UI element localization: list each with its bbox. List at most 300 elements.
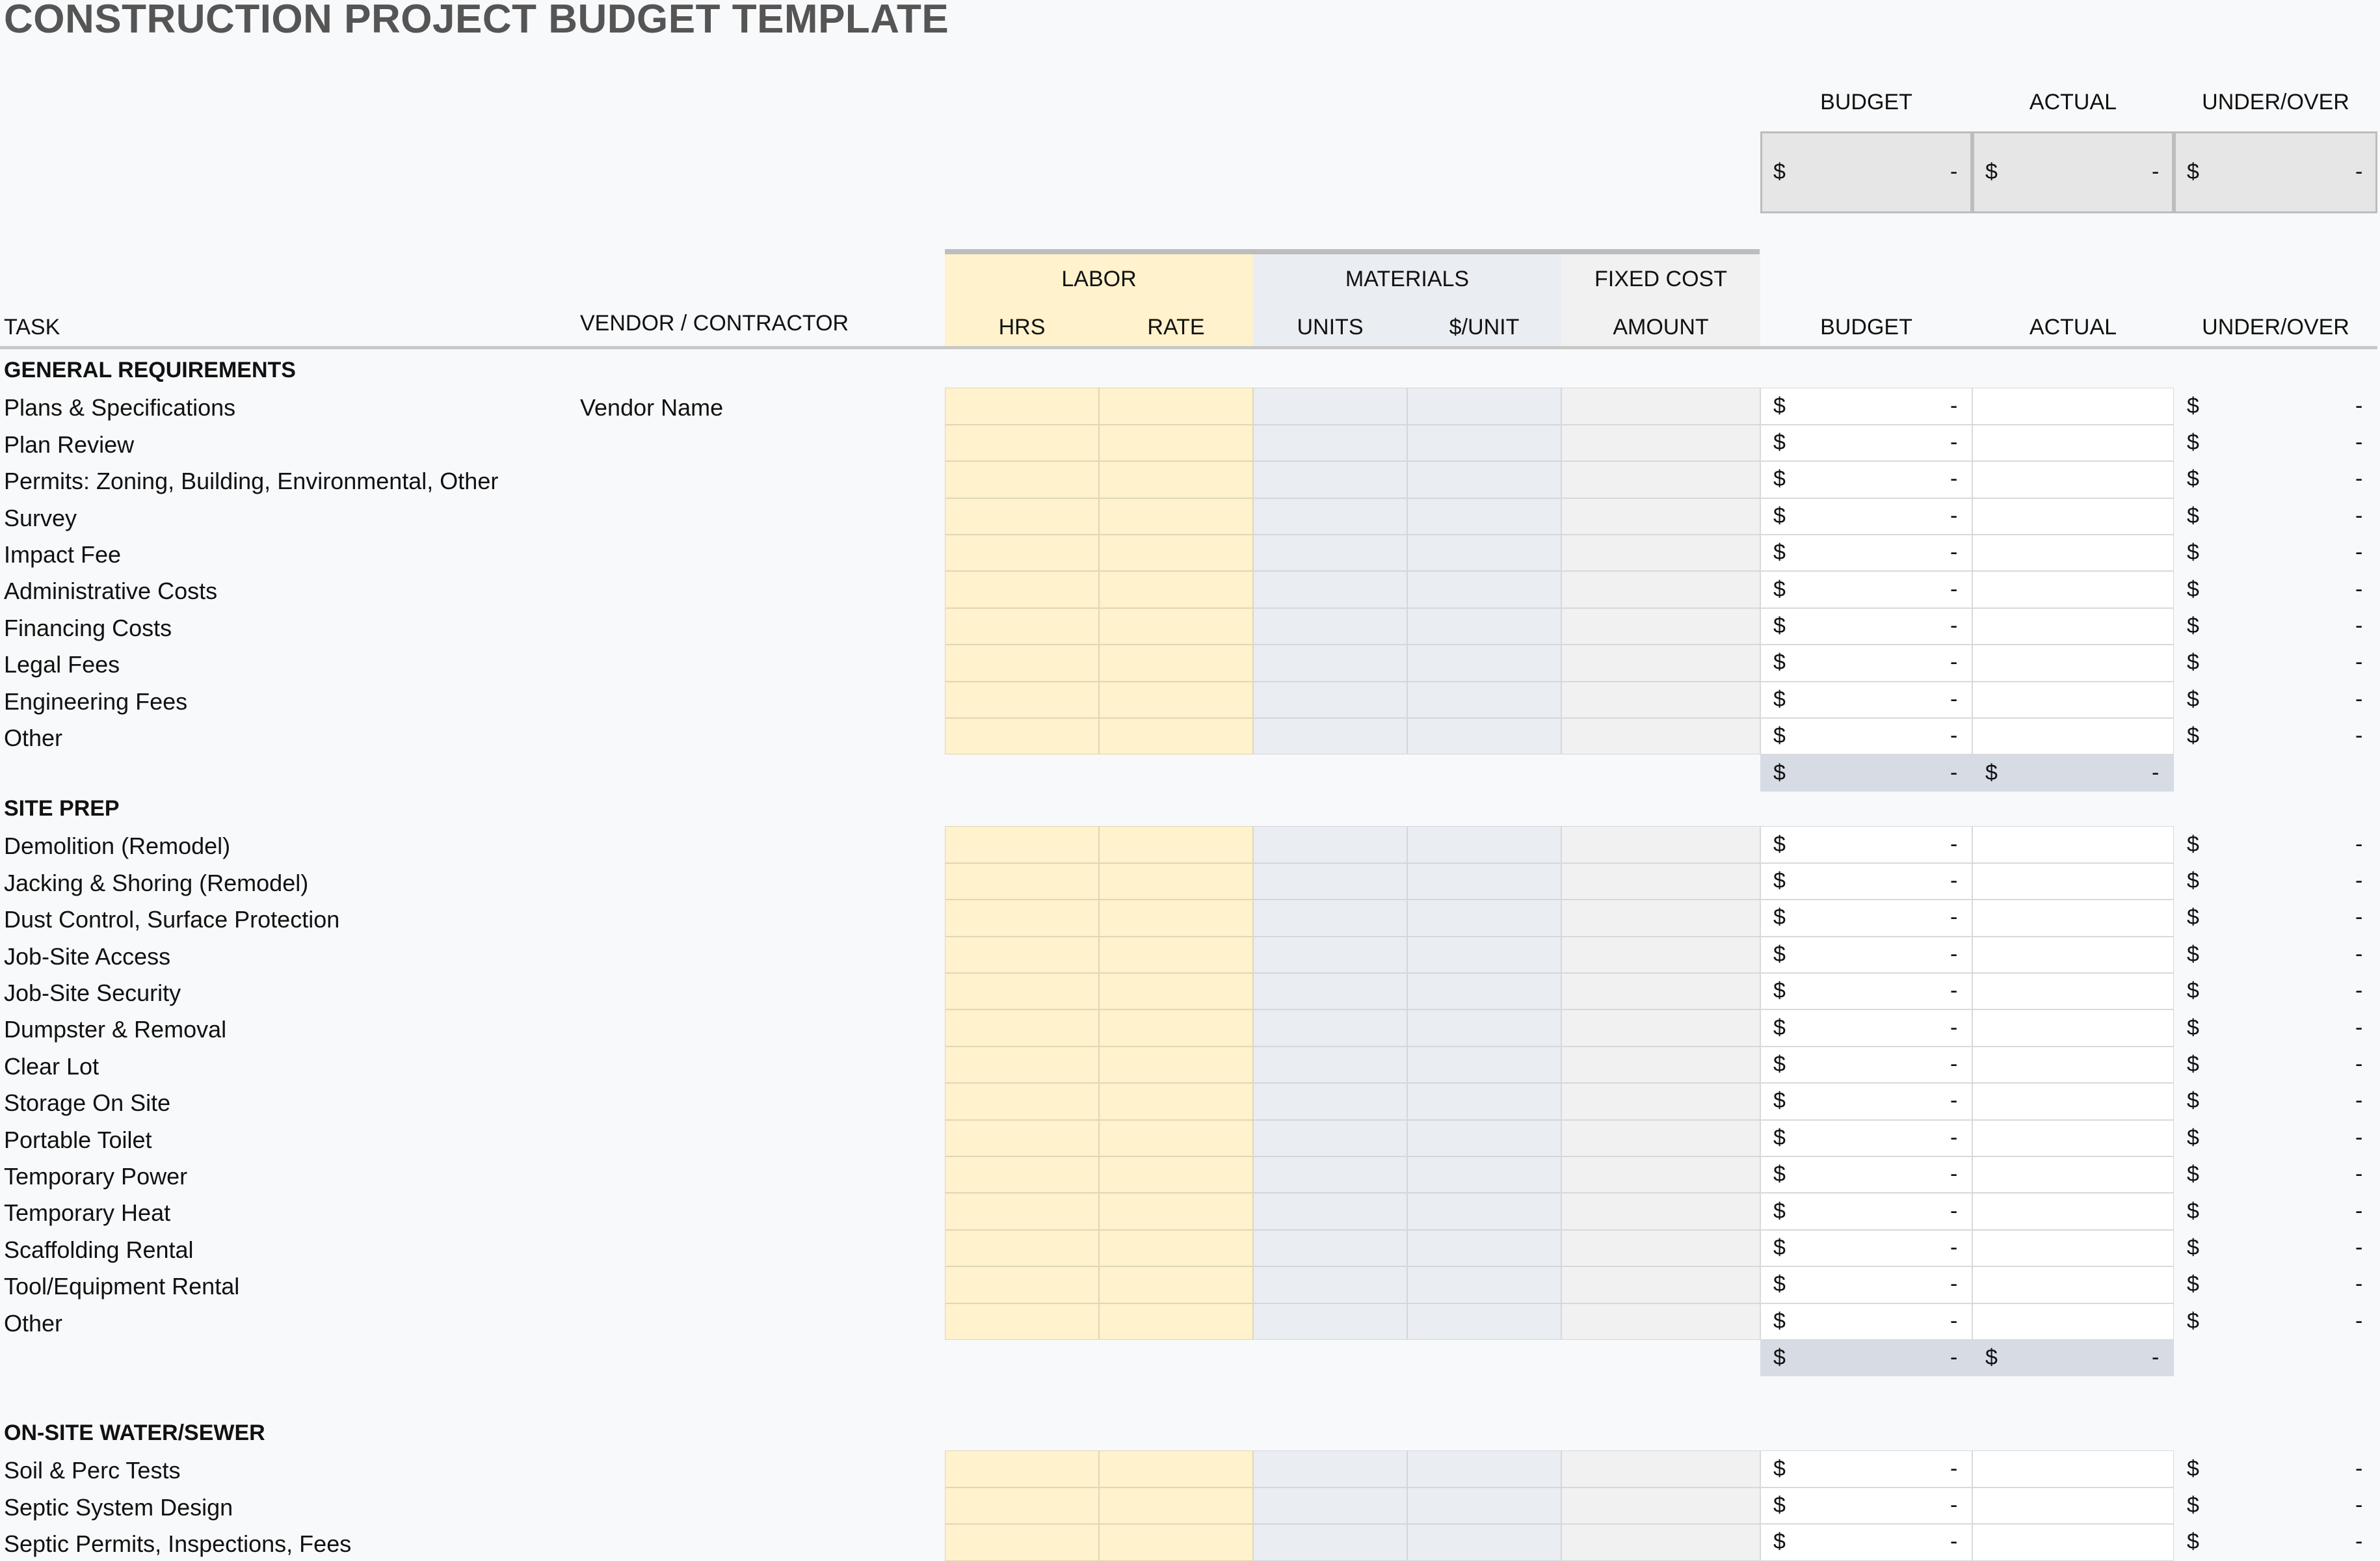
row-under-over-currency: $ xyxy=(2187,1015,2199,1040)
row-under-over-currency: $ xyxy=(2187,1052,2199,1076)
actual-cell[interactable] xyxy=(1972,1047,2174,1083)
units-cell[interactable] xyxy=(1253,1303,1407,1340)
row-budget-value: - xyxy=(1950,613,1958,638)
rate-cell[interactable] xyxy=(1099,718,1253,754)
summary-budget-header: BUDGET xyxy=(1820,90,1912,114)
task-label: Other xyxy=(4,725,63,751)
hrs-cell[interactable] xyxy=(945,1266,1099,1303)
amount-cell[interactable] xyxy=(1561,645,1760,681)
hrs-cell[interactable] xyxy=(945,645,1099,681)
amount-cell[interactable] xyxy=(1561,498,1760,535)
task-label: Dumpster & Removal xyxy=(4,1016,227,1043)
row-budget-value: - xyxy=(1950,1015,1958,1040)
per-unit-cell[interactable] xyxy=(1407,1450,1561,1487)
units-cell[interactable] xyxy=(1253,1047,1407,1083)
task-label: Scaffolding Rental xyxy=(4,1236,194,1263)
budget-cell[interactable] xyxy=(1760,571,1972,607)
budget-cell[interactable] xyxy=(1760,1156,1972,1193)
rate-cell[interactable] xyxy=(1099,973,1253,1009)
actual-cell[interactable] xyxy=(1972,1488,2174,1524)
row-under-over-value: - xyxy=(2355,1272,2363,1297)
amount-cell[interactable] xyxy=(1561,1083,1760,1119)
per-unit-cell[interactable] xyxy=(1407,826,1561,862)
row-budget-value: - xyxy=(1950,393,1958,418)
row-budget-value: - xyxy=(1950,1272,1958,1297)
units-cell[interactable] xyxy=(1253,900,1407,936)
row-under-over-currency: $ xyxy=(2187,1456,2199,1481)
budget-cell[interactable] xyxy=(1760,826,1972,862)
row-under-over-value: - xyxy=(2355,1493,2363,1517)
row-budget-currency: $ xyxy=(1773,905,1786,930)
units-cell[interactable] xyxy=(1253,1156,1407,1193)
budget-cell[interactable] xyxy=(1760,498,1972,535)
section-header: ON-SITE WATER/SEWER xyxy=(4,1421,265,1445)
amount-cell[interactable] xyxy=(1561,1230,1760,1266)
task-label: Soil & Perc Tests xyxy=(4,1457,181,1484)
actual-cell[interactable] xyxy=(1972,645,2174,681)
units-cell[interactable] xyxy=(1253,461,1407,498)
task-label: Administrative Costs xyxy=(4,578,218,605)
subtotal-actual-currency: $ xyxy=(1985,760,1998,785)
row-under-over-value: - xyxy=(2355,503,2363,528)
per-unit-cell[interactable] xyxy=(1407,608,1561,645)
units-cell[interactable] xyxy=(1253,535,1407,571)
row-budget-currency: $ xyxy=(1773,1015,1786,1040)
row-budget-currency: $ xyxy=(1773,503,1786,528)
hrs-header: HRS xyxy=(998,315,1046,340)
amount-cell[interactable] xyxy=(1561,1524,1760,1560)
row-budget-currency: $ xyxy=(1773,723,1786,749)
per-unit-cell[interactable] xyxy=(1407,461,1561,498)
amount-cell[interactable] xyxy=(1561,425,1760,461)
actual-cell[interactable] xyxy=(1972,900,2174,936)
section-header: SITE PREP xyxy=(4,796,120,821)
actual-cell[interactable] xyxy=(1972,682,2174,718)
actual-cell[interactable] xyxy=(1972,1193,2174,1229)
budget-cell[interactable] xyxy=(1760,1450,1972,1487)
per-unit-cell[interactable] xyxy=(1407,1120,1561,1156)
units-cell[interactable] xyxy=(1253,1450,1407,1487)
budget-cell[interactable] xyxy=(1760,682,1972,718)
hrs-cell[interactable] xyxy=(945,826,1099,862)
units-cell[interactable] xyxy=(1253,1488,1407,1524)
row-under-over-currency: $ xyxy=(2187,1529,2199,1554)
row-under-over-currency: $ xyxy=(2187,723,2199,749)
hrs-cell[interactable] xyxy=(945,388,1099,424)
row-under-over-value: - xyxy=(2355,650,2363,675)
per-unit-header: $/UNIT xyxy=(1449,315,1520,340)
row-under-over-value: - xyxy=(2355,941,2363,967)
hrs-cell[interactable] xyxy=(945,608,1099,645)
task-label: Plan Review xyxy=(4,431,135,458)
actual-header: ACTUAL xyxy=(2029,315,2117,340)
actual-cell[interactable] xyxy=(1972,1156,2174,1193)
task-label: Financing Costs xyxy=(4,614,172,641)
amount-cell[interactable] xyxy=(1561,718,1760,754)
row-budget-currency: $ xyxy=(1773,1272,1786,1297)
units-cell[interactable] xyxy=(1253,1193,1407,1229)
row-budget-currency: $ xyxy=(1773,613,1786,638)
subtotal-budget-value: - xyxy=(1950,760,1958,785)
budget-cell[interactable] xyxy=(1760,1009,1972,1046)
actual-cell[interactable] xyxy=(1972,608,2174,645)
rate-cell[interactable] xyxy=(1099,498,1253,535)
task-label: Other xyxy=(4,1309,63,1337)
hrs-cell[interactable] xyxy=(945,461,1099,498)
rate-cell[interactable] xyxy=(1099,1450,1253,1487)
hrs-cell[interactable] xyxy=(945,900,1099,936)
per-unit-cell[interactable] xyxy=(1407,973,1561,1009)
hrs-cell[interactable] xyxy=(945,1193,1099,1229)
row-budget-value: - xyxy=(1950,540,1958,565)
hrs-cell[interactable] xyxy=(945,1047,1099,1083)
row-under-over-currency: $ xyxy=(2187,393,2199,418)
rate-cell[interactable] xyxy=(1099,461,1253,498)
actual-cell[interactable] xyxy=(1972,498,2174,535)
rate-cell[interactable] xyxy=(1099,1193,1253,1229)
budget-cell[interactable] xyxy=(1760,1303,1972,1340)
row-budget-currency: $ xyxy=(1773,1198,1786,1223)
row-under-over-currency: $ xyxy=(2187,1088,2199,1114)
rate-cell[interactable] xyxy=(1099,863,1253,900)
row-under-over-value: - xyxy=(2355,1456,2363,1481)
budget-cell[interactable] xyxy=(1760,461,1972,498)
rate-cell[interactable] xyxy=(1099,1047,1253,1083)
vendor-label[interactable]: Vendor Name xyxy=(580,394,724,421)
amount-cell[interactable] xyxy=(1561,535,1760,571)
amount-cell[interactable] xyxy=(1561,571,1760,607)
amount-cell[interactable] xyxy=(1561,682,1760,718)
actual-cell[interactable] xyxy=(1972,826,2174,862)
task-label: Legal Fees xyxy=(4,651,120,678)
hrs-cell[interactable] xyxy=(945,535,1099,571)
budget-cell[interactable] xyxy=(1760,608,1972,645)
per-unit-cell[interactable] xyxy=(1407,937,1561,973)
budget-cell[interactable] xyxy=(1760,1083,1972,1119)
per-unit-cell[interactable] xyxy=(1407,1266,1561,1303)
per-unit-cell[interactable] xyxy=(1407,498,1561,535)
task-label: Septic System Design xyxy=(4,1493,233,1521)
rate-cell[interactable] xyxy=(1099,1009,1253,1046)
row-budget-currency: $ xyxy=(1773,576,1786,602)
task-label: Dust Control, Surface Protection xyxy=(4,906,340,933)
per-unit-cell[interactable] xyxy=(1407,535,1561,571)
actual-cell[interactable] xyxy=(1972,863,2174,900)
row-budget-currency: $ xyxy=(1773,1529,1786,1554)
units-cell[interactable] xyxy=(1253,863,1407,900)
task-label: Plans & Specifications xyxy=(4,394,236,421)
hrs-cell[interactable] xyxy=(945,425,1099,461)
budget-cell[interactable] xyxy=(1760,1266,1972,1303)
units-cell[interactable] xyxy=(1253,1009,1407,1046)
per-unit-cell[interactable] xyxy=(1407,863,1561,900)
actual-cell[interactable] xyxy=(1972,1009,2174,1046)
summary-actual-box xyxy=(1972,131,2174,213)
rate-cell[interactable] xyxy=(1099,1266,1253,1303)
rate-cell[interactable] xyxy=(1099,1120,1253,1156)
row-budget-currency: $ xyxy=(1773,686,1786,712)
subtotal-budget-currency: $ xyxy=(1773,760,1786,785)
per-unit-cell[interactable] xyxy=(1407,1156,1561,1193)
row-under-over-value: - xyxy=(2355,1235,2363,1260)
row-under-over-currency: $ xyxy=(2187,503,2199,528)
amount-cell[interactable] xyxy=(1561,900,1760,936)
per-unit-cell[interactable] xyxy=(1407,1488,1561,1524)
rate-cell[interactable] xyxy=(1099,1230,1253,1266)
amount-cell[interactable] xyxy=(1561,461,1760,498)
hrs-cell[interactable] xyxy=(945,973,1099,1009)
units-cell[interactable] xyxy=(1253,973,1407,1009)
fixed-cost-header: FIXED COST xyxy=(1594,267,1728,291)
budget-cell[interactable] xyxy=(1760,1488,1972,1524)
row-budget-currency: $ xyxy=(1773,430,1786,455)
hrs-cell[interactable] xyxy=(945,1009,1099,1046)
per-unit-cell[interactable] xyxy=(1407,1009,1561,1046)
row-budget-value: - xyxy=(1950,1088,1958,1114)
amount-cell[interactable] xyxy=(1561,388,1760,424)
summary-under-over-header: UNDER/OVER xyxy=(2202,90,2349,114)
hrs-cell[interactable] xyxy=(945,1230,1099,1266)
rate-cell[interactable] xyxy=(1099,645,1253,681)
row-under-over-value: - xyxy=(2355,466,2363,492)
row-under-over-currency: $ xyxy=(2187,1162,2199,1187)
row-budget-value: - xyxy=(1950,978,1958,1004)
units-cell[interactable] xyxy=(1253,425,1407,461)
units-cell[interactable] xyxy=(1253,937,1407,973)
row-under-over-value: - xyxy=(2355,686,2363,712)
hrs-cell[interactable] xyxy=(945,1303,1099,1340)
amount-cell[interactable] xyxy=(1561,1193,1760,1229)
hrs-cell[interactable] xyxy=(945,863,1099,900)
row-under-over-currency: $ xyxy=(2187,1308,2199,1333)
actual-cell[interactable] xyxy=(1972,425,2174,461)
row-budget-currency: $ xyxy=(1773,1052,1786,1076)
row-under-over-currency: $ xyxy=(2187,905,2199,930)
budget-cell[interactable] xyxy=(1760,973,1972,1009)
row-under-over-value: - xyxy=(2355,1198,2363,1223)
hrs-cell[interactable] xyxy=(945,498,1099,535)
rate-cell[interactable] xyxy=(1099,900,1253,936)
per-unit-cell[interactable] xyxy=(1407,1047,1561,1083)
budget-header: BUDGET xyxy=(1820,315,1912,340)
hrs-cell[interactable] xyxy=(945,682,1099,718)
units-cell[interactable] xyxy=(1253,388,1407,424)
hrs-cell[interactable] xyxy=(945,1156,1099,1193)
per-unit-cell[interactable] xyxy=(1407,1230,1561,1266)
budget-cell[interactable] xyxy=(1760,425,1972,461)
budget-cell[interactable] xyxy=(1760,388,1972,424)
task-label: Temporary Heat xyxy=(4,1199,171,1227)
per-unit-cell[interactable] xyxy=(1407,718,1561,754)
rate-cell[interactable] xyxy=(1099,1083,1253,1119)
row-budget-currency: $ xyxy=(1773,650,1786,675)
per-unit-cell[interactable] xyxy=(1407,1193,1561,1229)
row-under-over-currency: $ xyxy=(2187,868,2199,893)
rate-cell[interactable] xyxy=(1099,1488,1253,1524)
actual-cell[interactable] xyxy=(1972,535,2174,571)
units-cell[interactable] xyxy=(1253,571,1407,607)
row-under-over-value: - xyxy=(2355,905,2363,930)
rate-cell[interactable] xyxy=(1099,1156,1253,1193)
per-unit-cell[interactable] xyxy=(1407,1303,1561,1340)
units-cell[interactable] xyxy=(1253,1083,1407,1119)
units-cell[interactable] xyxy=(1253,1120,1407,1156)
task-label: Permits: Zoning, Building, Environmental, Other xyxy=(4,468,499,495)
actual-cell[interactable] xyxy=(1972,1266,2174,1303)
budget-cell[interactable] xyxy=(1760,645,1972,681)
rate-cell[interactable] xyxy=(1099,1524,1253,1560)
row-under-over-currency: $ xyxy=(2187,540,2199,565)
amount-cell[interactable] xyxy=(1561,1488,1760,1524)
amount-cell[interactable] xyxy=(1561,608,1760,645)
hrs-cell[interactable] xyxy=(945,1083,1099,1119)
amount-cell[interactable] xyxy=(1561,1047,1760,1083)
amount-cell[interactable] xyxy=(1561,937,1760,973)
row-budget-currency: $ xyxy=(1773,466,1786,492)
row-budget-value: - xyxy=(1950,1235,1958,1260)
rate-cell[interactable] xyxy=(1099,826,1253,862)
budget-cell[interactable] xyxy=(1760,900,1972,936)
amount-cell[interactable] xyxy=(1561,1266,1760,1303)
hrs-cell[interactable] xyxy=(945,1524,1099,1560)
actual-cell[interactable] xyxy=(1972,1120,2174,1156)
amount-cell[interactable] xyxy=(1561,1009,1760,1046)
row-under-over-value: - xyxy=(2355,723,2363,749)
budget-cell[interactable] xyxy=(1760,1230,1972,1266)
amount-cell[interactable] xyxy=(1561,1120,1760,1156)
row-under-over-value: - xyxy=(2355,1052,2363,1076)
per-unit-cell[interactable] xyxy=(1407,645,1561,681)
row-budget-value: - xyxy=(1950,1162,1958,1187)
row-under-over-currency: $ xyxy=(2187,576,2199,602)
actual-cell[interactable] xyxy=(1972,1303,2174,1340)
budget-cell[interactable] xyxy=(1760,718,1972,754)
units-header: UNITS xyxy=(1297,315,1364,340)
rate-cell[interactable] xyxy=(1099,571,1253,607)
per-unit-cell[interactable] xyxy=(1407,425,1561,461)
budget-cell[interactable] xyxy=(1760,863,1972,900)
hrs-cell[interactable] xyxy=(945,1120,1099,1156)
budget-cell[interactable] xyxy=(1760,1120,1972,1156)
task-label: Portable Toilet xyxy=(4,1126,152,1153)
row-budget-value: - xyxy=(1950,868,1958,893)
actual-cell[interactable] xyxy=(1972,461,2174,498)
amount-cell[interactable] xyxy=(1561,973,1760,1009)
per-unit-cell[interactable] xyxy=(1407,682,1561,718)
row-under-over-value: - xyxy=(2355,613,2363,638)
amount-cell[interactable] xyxy=(1561,1156,1760,1193)
hrs-cell[interactable] xyxy=(945,718,1099,754)
row-under-over-currency: $ xyxy=(2187,613,2199,638)
row-budget-value: - xyxy=(1950,1308,1958,1333)
row-under-over-value: - xyxy=(2355,1125,2363,1150)
hrs-cell[interactable] xyxy=(945,1488,1099,1524)
row-budget-currency: $ xyxy=(1773,540,1786,565)
units-cell[interactable] xyxy=(1253,826,1407,862)
row-budget-value: - xyxy=(1950,1052,1958,1076)
summary-budget-currency: $ xyxy=(1773,159,1786,184)
actual-cell[interactable] xyxy=(1972,571,2174,607)
row-under-over-currency: $ xyxy=(2187,941,2199,967)
rate-cell[interactable] xyxy=(1099,1303,1253,1340)
hrs-cell[interactable] xyxy=(945,571,1099,607)
row-under-over-currency: $ xyxy=(2187,1235,2199,1260)
row-budget-currency: $ xyxy=(1773,1088,1786,1114)
per-unit-cell[interactable] xyxy=(1407,571,1561,607)
per-unit-cell[interactable] xyxy=(1407,1083,1561,1119)
task-label: Job-Site Access xyxy=(4,942,171,970)
actual-cell[interactable] xyxy=(1972,1524,2174,1560)
rate-cell[interactable] xyxy=(1099,425,1253,461)
actual-cell[interactable] xyxy=(1972,1230,2174,1266)
rate-cell[interactable] xyxy=(1099,682,1253,718)
budget-cell[interactable] xyxy=(1760,1524,1972,1560)
amount-cell[interactable] xyxy=(1561,1303,1760,1340)
summary-budget-box xyxy=(1760,131,1972,213)
subtotal-budget-value: - xyxy=(1950,1345,1958,1370)
row-under-over-currency: $ xyxy=(2187,1198,2199,1223)
budget-cell[interactable] xyxy=(1760,937,1972,973)
amount-cell[interactable] xyxy=(1561,1450,1760,1487)
actual-cell[interactable] xyxy=(1972,1450,2174,1487)
per-unit-cell[interactable] xyxy=(1407,388,1561,424)
units-cell[interactable] xyxy=(1253,682,1407,718)
units-cell[interactable] xyxy=(1253,1230,1407,1266)
rate-cell[interactable] xyxy=(1099,388,1253,424)
row-under-over-value: - xyxy=(2355,868,2363,893)
subtotal-budget-currency: $ xyxy=(1773,1345,1786,1370)
hrs-cell[interactable] xyxy=(945,937,1099,973)
units-cell[interactable] xyxy=(1253,1266,1407,1303)
row-budget-value: - xyxy=(1950,503,1958,528)
hrs-cell[interactable] xyxy=(945,1450,1099,1487)
actual-cell[interactable] xyxy=(1972,388,2174,424)
labor-header: LABOR xyxy=(1061,267,1137,291)
budget-cell[interactable] xyxy=(1760,535,1972,571)
per-unit-cell[interactable] xyxy=(1407,900,1561,936)
amount-cell[interactable] xyxy=(1561,826,1760,862)
task-label: Job-Site Security xyxy=(4,980,181,1006)
units-cell[interactable] xyxy=(1253,608,1407,645)
budget-cell[interactable] xyxy=(1760,1047,1972,1083)
actual-cell[interactable] xyxy=(1972,937,2174,973)
units-cell[interactable] xyxy=(1253,645,1407,681)
rate-cell[interactable] xyxy=(1099,937,1253,973)
row-under-over-currency: $ xyxy=(2187,1493,2199,1517)
task-label: Clear Lot xyxy=(4,1052,99,1080)
amount-cell[interactable] xyxy=(1561,863,1760,900)
row-under-over-currency: $ xyxy=(2187,650,2199,675)
vendor-header: VENDOR / CONTRACTOR xyxy=(580,311,849,336)
per-unit-cell[interactable] xyxy=(1407,1524,1561,1560)
row-budget-value: - xyxy=(1950,650,1958,675)
units-cell[interactable] xyxy=(1253,498,1407,535)
row-under-over-value: - xyxy=(2355,1088,2363,1114)
units-cell[interactable] xyxy=(1253,1524,1407,1560)
subtotal-actual-value: - xyxy=(2152,1345,2160,1370)
budget-cell[interactable] xyxy=(1760,1193,1972,1229)
amount-header: AMOUNT xyxy=(1613,315,1709,340)
actual-cell[interactable] xyxy=(1972,1083,2174,1119)
row-budget-currency: $ xyxy=(1773,1493,1786,1517)
actual-cell[interactable] xyxy=(1972,718,2174,754)
rate-cell[interactable] xyxy=(1099,608,1253,645)
section-header: GENERAL REQUIREMENTS xyxy=(4,358,296,382)
rate-cell[interactable] xyxy=(1099,535,1253,571)
units-cell[interactable] xyxy=(1253,718,1407,754)
actual-cell[interactable] xyxy=(1972,973,2174,1009)
row-under-over-value: - xyxy=(2355,1308,2363,1333)
